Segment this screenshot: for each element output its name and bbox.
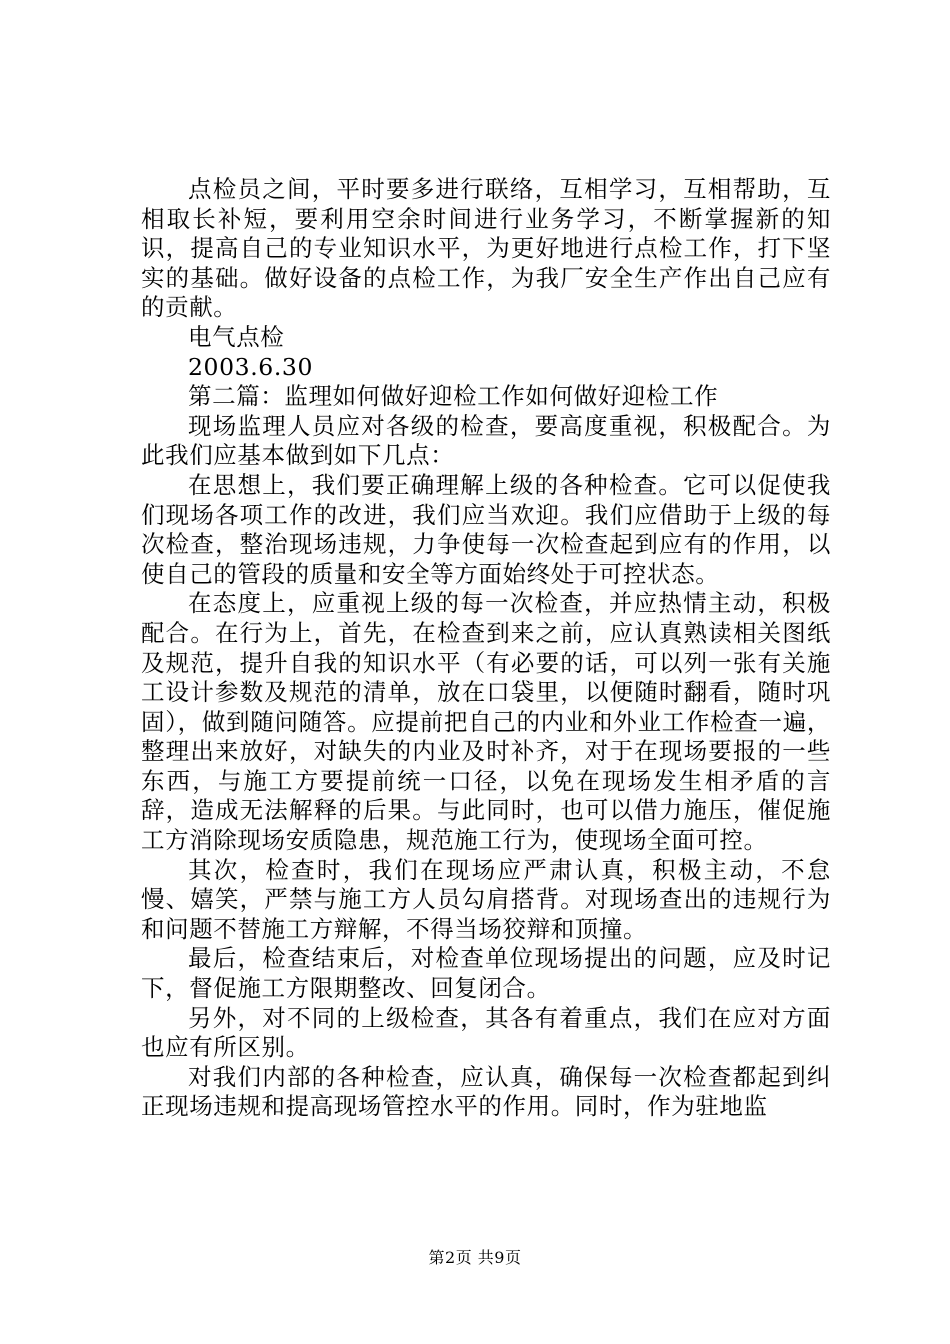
section-heading: 第二篇：监理如何做好迎检工作如何做好迎检工作 (188, 382, 719, 411)
document-body (141, 175, 831, 1122)
page-number-label: 第2页 共9页 (428, 1248, 522, 1267)
paragraph-thought: 在思想上，我们要正确理解上级的各种检查。它可以促使我们现场各项工作的改进，我们应当欢迎。我们应借助于上级的每次检查，整治现场违规，力争使每一次检查起到应有的作用，以使自己的管段的质量和安全等方面始终处于可控状态。 (141, 470, 831, 588)
paragraph-after-check: 最后，检查结束后，对检查单位现场提出的问题，应及时记下，督促施工方限期整改、回复闭合。 (141, 944, 831, 1003)
paragraph-internal-check: 对我们内部的各种检查，应认真，确保每一次检查都起到纠正现场违规和提高现场管控水平的作用。同时，作为驻地监 (141, 1062, 831, 1121)
paragraph-attitude: 在态度上，应重视上级的每一次检查，并应热情主动，积极配合。在行为上，首先，在检查到来之前，应认真熟读相关图纸及规范，提升自我的知识水平（有必要的话，可以列一张有关施工设计参数及规范的清单，放在口袋里，以便随时翻看，随时巩固），做到随问随答。应提前把自己的内业和外业工作检查一遍，整理出来放好，对缺失的内业及时补齐，对于在现场要报的一些东西，与施工方要提前统一口径，以免在现场发生相矛盾的言辞，造成无法解释的后果。与此同时，也可以借力施压，催促施工方消除现场安质隐患，规范施工行为，使现场全面可控。 (141, 589, 831, 855)
paragraph-other: 另外，对不同的上级检查，其各有着重点，我们在应对方面也应有所区别。 (141, 1003, 831, 1062)
paragraph-intro: 现场监理人员应对各级的检查，要高度重视，积极配合。为此我们应基本做到如下几点： (141, 411, 831, 470)
paragraph-1: 点检员之间，平时要多进行联络，互相学习，互相帮助，互相取长补短，要利用空余时间进行业务学习，不断掌握新的知识，提高自己的专业知识水平，为更好地进行点检工作，打下坚实的基础。做好设备的点检工作，为我厂安全生产作出自己应有的贡献。 (141, 175, 831, 322)
paragraph-during-check: 其次，检查时，我们在现场应严肃认真，积极主动，不怠慢、嬉笑，严禁与施工方人员勾肩搭背。对现场查出的违规行为和问题不替施工方辩解，不得当场狡辩和顶撞。 (141, 855, 831, 943)
paragraph-signature-date: 2003.6.30 (188, 352, 313, 381)
paragraph-signature-dept: 电气点检 (188, 322, 285, 351)
page-footer (0, 1248, 950, 1268)
